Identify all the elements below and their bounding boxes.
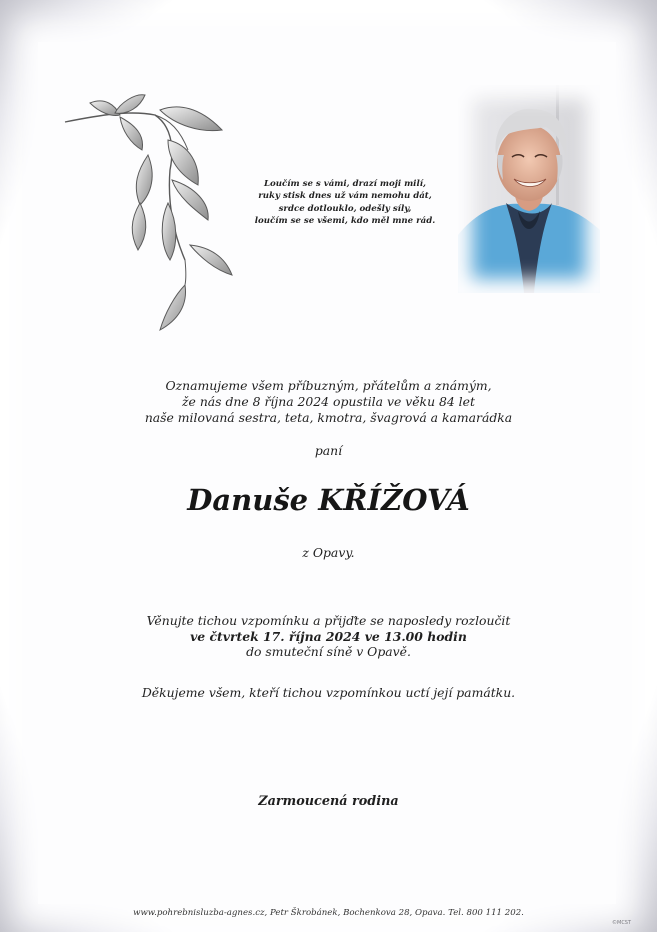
poem-line: loučím se se všemi, kdo měl mne rád.	[254, 216, 436, 227]
announcement-line: že nás dne 8 října 2024 opustila ve věku 84 let	[182, 394, 475, 409]
portrait-photo	[458, 85, 600, 293]
funeral-invitation: Věnujte tichou vzpomínku a přijďte se naposledy rozloučit	[146, 613, 511, 628]
thanks-text: Děkujeme všem, kteří tichou vzpomínkou uctí její památku.	[141, 685, 516, 700]
watermark: ©MCST	[612, 920, 632, 926]
funeral-info	[80, 613, 577, 660]
poem-line: srdce dotlouklo, odešly síly,	[278, 203, 412, 214]
leaf-branch-icon	[60, 85, 245, 335]
salutation: paní	[314, 443, 343, 458]
poem	[225, 178, 465, 228]
funeral-datetime: ve čtvrtek 17. října 2024 ve 13.00 hodin	[190, 628, 467, 644]
signature: Zarmoucená rodina	[258, 794, 399, 809]
announcement	[100, 378, 557, 426]
funeral-place: do smuteční síně v Opavě.	[246, 644, 411, 659]
footer-contact: www.pohrebnisluzba-agnes.cz, Petr Škrobánek, Bochenkova 28, Opava. Tel. 800 111 202.	[133, 908, 524, 918]
announcement-line: Oznamujeme všem příbuzným, přátelům a známým,	[165, 378, 492, 393]
announcement-line: naše milovaná sestra, teta, kmotra, švagrová a kamarádka	[144, 410, 513, 425]
photo-vignette	[458, 85, 600, 293]
deceased-origin: z Opavy.	[302, 545, 355, 560]
poem-line: ruky stisk dnes už vám nemohu dát,	[258, 191, 432, 202]
deceased-name: Danuše KŘÍŽOVÁ	[187, 483, 470, 517]
poem-line: Loučím se s vámi, drazí moji milí,	[264, 179, 426, 189]
